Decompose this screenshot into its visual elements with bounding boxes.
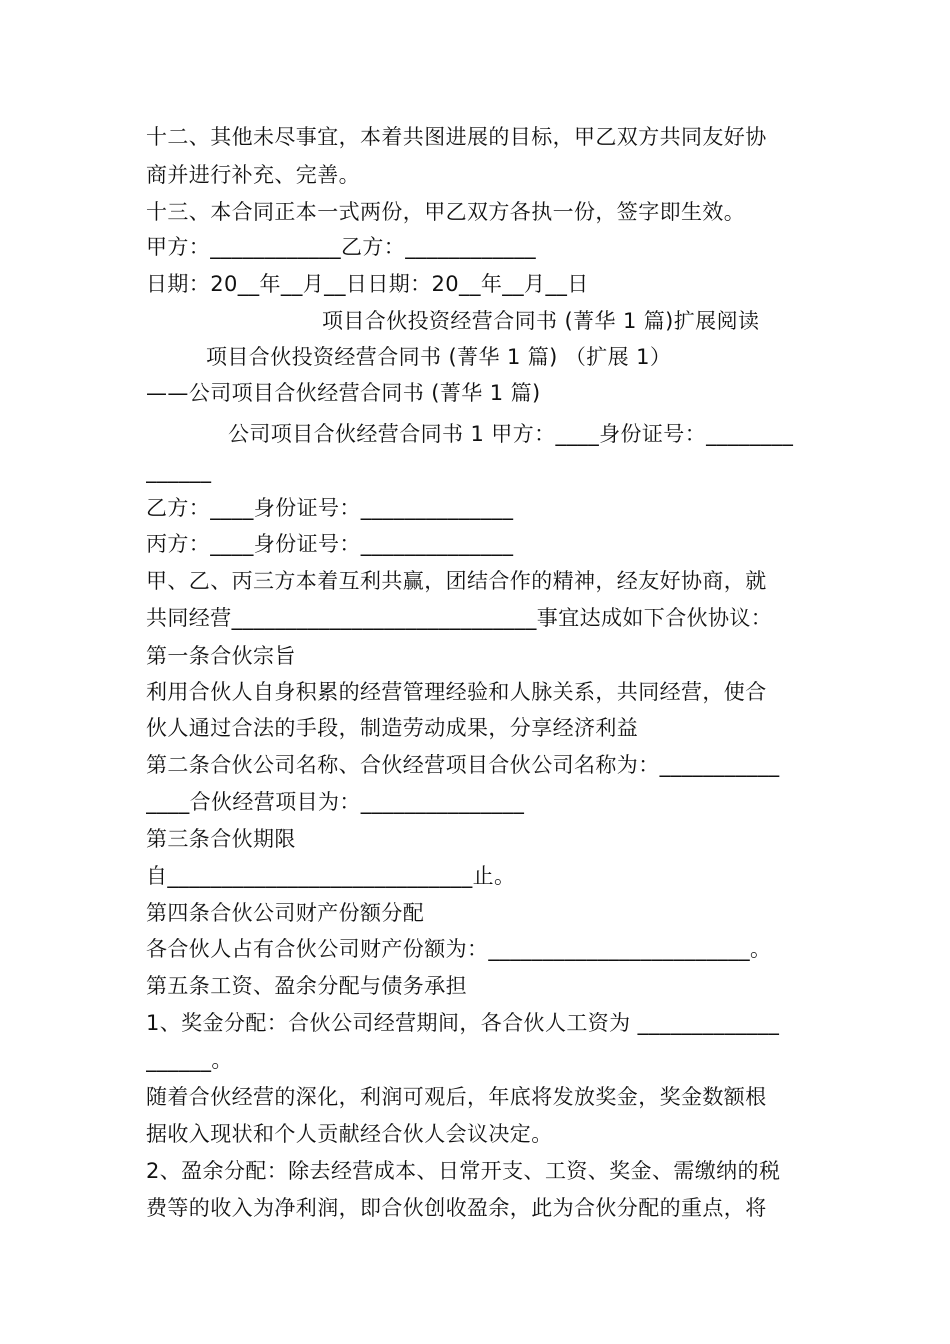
party-b-line: 乙方：____身份证号：______________ — [146, 496, 514, 520]
article-heading: 第一条合伙宗旨 — [146, 644, 296, 668]
text-line: 各合伙人占有合伙公司财产份额为：________________________。 — [146, 937, 772, 961]
text-line: 商并进行补充、完善。 — [146, 163, 360, 187]
party-c-line: 丙方：____身份证号：______________ — [146, 532, 514, 556]
text-line: 利用合伙人自身积累的经营管理经验和人脉关系，共同经营，使合 — [146, 680, 767, 704]
text-line: ______ — [146, 459, 212, 483]
text-line: 伙人通过合法的手段，制造劳动成果，分享经济利益 — [146, 716, 639, 740]
text-line: 自____________________________止。 — [146, 864, 516, 888]
text-line: 据收入现状和个人贡献经合伙人会议决定。 — [146, 1122, 553, 1146]
text-line: 费等的收入为净利润，即合伙创收盈余，此为合伙分配的重点，将 — [146, 1196, 767, 1220]
text-line: 1、奖金分配：合伙公司经营期间，各合伙人工资为 _____________ — [146, 1011, 780, 1035]
extended-reading-heading: 项目合伙投资经营合同书 (菁华 1 篇)扩展阅读 — [322, 309, 760, 333]
contract-title-line: 公司项目合伙经营合同书 1 甲方：____身份证号：________ — [228, 422, 794, 446]
text-line: ______。 — [146, 1048, 233, 1072]
text-line: 2、盈余分配：除去经营成本、日常开支、工资、奖金、需缴纳的税 — [146, 1159, 781, 1183]
article-heading: 第二条合伙公司名称、合伙经营项目合伙公司名称为：___________ — [146, 753, 780, 777]
extension-title: 项目合伙投资经营合同书 (菁华 1 篇) （扩展 1） — [206, 345, 672, 369]
article-heading: 第三条合伙期限 — [146, 827, 296, 851]
text-line: ____合伙经营项目为：_______________ — [146, 790, 525, 814]
text-line: 甲、乙、丙三方本着互利共赢，团结合作的精神，经友好协商，就 — [146, 569, 767, 593]
subtitle-line: ——公司项目合伙经营合同书 (菁华 1 篇) — [146, 381, 541, 405]
article-heading: 第四条合伙公司财产份额分配 — [146, 901, 425, 925]
article-heading: 第五条工资、盈余分配与债务承担 — [146, 974, 467, 998]
signature-date-line: 日期：20__年__月__日日期：20__年__月__日 — [146, 272, 589, 296]
text-line: 十三、本合同正本一式两份，甲乙双方各执一份，签字即生效。 — [146, 200, 746, 224]
signature-party-line: 甲方：____________乙方：____________ — [146, 235, 536, 259]
text-line: 十二、其他未尽事宜，本着共图进展的目标，甲乙双方共同友好协 — [146, 125, 767, 149]
text-line: 共同经营____________________________事宜达成如下合伙协议： — [146, 606, 773, 630]
text-line: 随着合伙经营的深化，利润可观后，年底将发放奖金，奖金数额根 — [146, 1085, 767, 1109]
